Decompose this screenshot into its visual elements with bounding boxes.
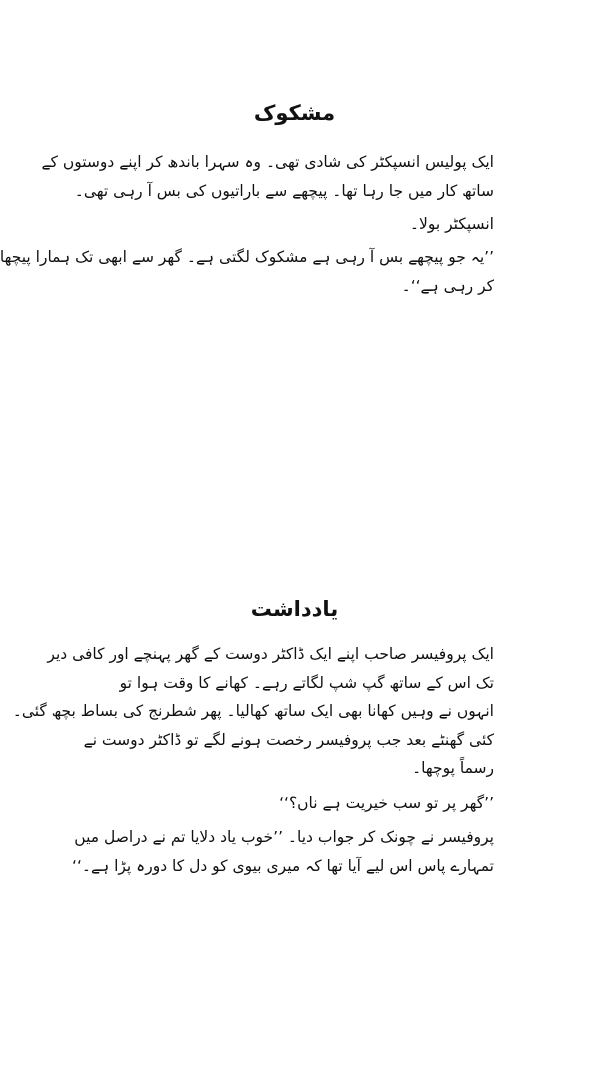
story-line: رسماً پوچھا۔ [412,759,494,777]
story-line: ایک پروفیسر صاحب اپنے ایک ڈاکٹر دوست کے گھر پہنچے اور کافی دیر [47,645,494,663]
story-line: ’’یہ جو پیچھے بس آ رہی ہے مشکوک لگتی ہے۔ گھر سے ابھی تک ہمارا پیچھا [0,248,494,266]
story-line: انہوں نے وہیں کھانا بھی ایک ساتھ کھالیا۔ پھر شطرنج کی بساط بچھ گئی۔ [12,702,494,720]
story-title: مشکوک [253,101,336,125]
story-line: کر رہی ہے‘‘۔ [401,277,494,295]
story-yaddasht [12,592,494,880]
story-line: ساتھ کار میں جا رہا تھا۔ پیچھے سے باراتیوں کی بس آ رہی تھی۔ [74,182,494,200]
story-line: پروفیسر نے چونک کر جواب دیا۔ ’’خوب یاد دلایا تم نے دراصل میں [74,828,494,846]
story-line: تک اس کے ساتھ گپ شپ لگاتے رہے۔ کھانے کا وقت ہوا تو [119,673,494,692]
story-title: یادداشت [250,597,339,621]
story-line: کئی گھنٹے بعد جب پروفیسر رخصت ہونے لگے تو ڈاکٹر دوست نے [83,730,494,749]
story-mashkook [0,96,494,301]
story-line: ایک پولیس انسپکٹر کی شادی تھی۔ وہ سہرا باندھ کر اپنے دوستوں کے [41,153,494,171]
story-line: انسپکٹر بولا۔ [409,215,494,233]
story-line: تمہارے پاس اس لیے آیا تھا کہ میری بیوی کو دل کا دورہ پڑا ہے۔‘‘ [72,856,494,875]
story-line: ’’گھر پر تو سب خیریت ہے ناں؟‘‘ [279,793,494,812]
